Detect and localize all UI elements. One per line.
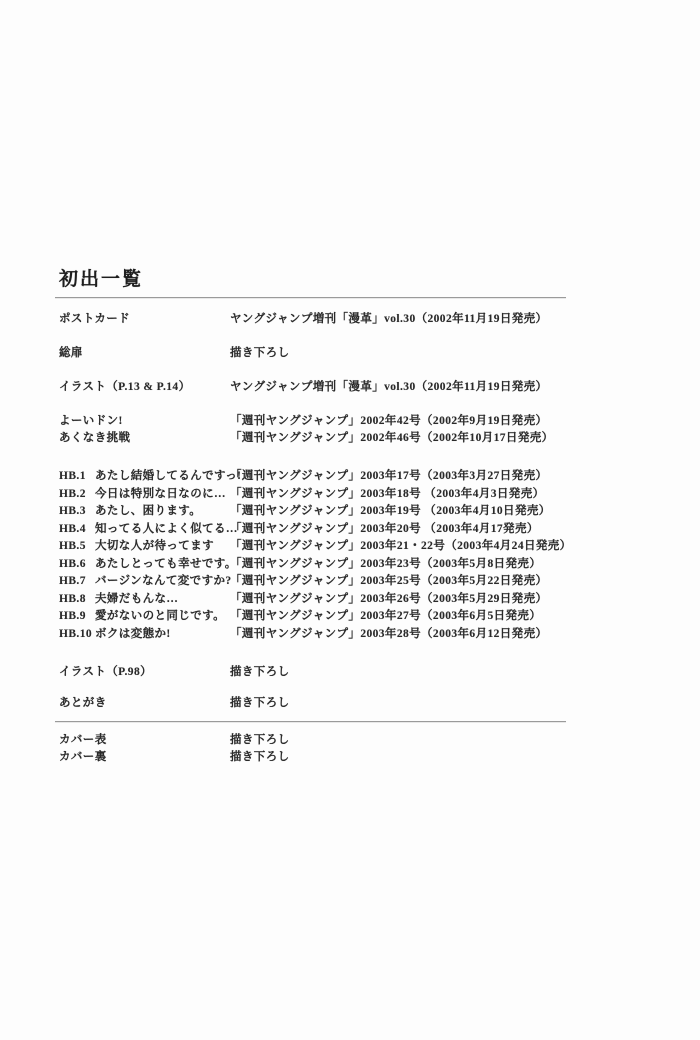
publication-detail: 「週刊ヤングジャンプ」2002年46号（2002年10月17日発売） [230,432,554,444]
chapter-row [59,469,547,484]
chapter-row [59,487,545,502]
publication-detail: ヤングジャンプ増刊「漫革」vol.30（2002年11月19日発売） [230,313,548,325]
publication-detail: 「週刊ヤングジャンプ」2003年27号（2003年6月5日発売） [230,610,542,622]
work-label: カバー裏 [59,751,107,763]
chapter-title: 大切な人が待ってます [95,540,214,552]
publication-detail: 描き下ろし [230,751,290,763]
list-item [59,380,547,395]
work-label: あくなき挑戦 [59,432,131,444]
publication-detail: 「週刊ヤングジャンプ」2003年23号（2003年5月8日発売） [230,558,542,570]
work-label: カバー表 [59,734,107,746]
chapter-number: HB.10 [59,628,92,640]
chapter-row [59,504,551,519]
publication-detail: 「週刊ヤングジャンプ」2003年25号（2003年5月22日発売） [230,575,548,587]
chapter-title: 知ってる人によく似てる… [95,523,238,535]
chapter-row [59,592,547,607]
divider-bottom [55,721,566,722]
chapter-row [59,557,541,572]
publication-detail: 描き下ろし [230,666,290,678]
chapter-title: あたし結婚してるんですっ! [95,470,242,482]
publication-detail: 「週刊ヤングジャンプ」2003年20号 （2003年4月17発売） [230,523,539,535]
chapter-row [59,627,547,642]
publication-detail: 「週刊ヤングジャンプ」2003年28号（2003年6月12日発売） [230,628,548,640]
chapter-number: HB.1 [59,470,86,482]
chapter-title: 夫婦だもんな… [95,593,179,605]
list-item [59,733,290,748]
work-label: 総扉 [59,347,83,359]
chapter-row [59,539,572,554]
chapter-title: あたし、困ります。 [95,505,202,517]
work-label: イラスト（P.98） [59,666,152,678]
list-item [59,312,547,327]
chapter-title: ボクは変態か! [95,628,171,640]
publication-detail: 描き下ろし [230,347,290,359]
chapter-number: HB.8 [59,593,86,605]
publication-detail: 描き下ろし [230,697,290,709]
list-item [59,750,290,765]
chapter-title: バージンなんて変ですか? [95,575,232,587]
list-item [59,346,290,361]
chapter-number: HB.2 [59,488,86,500]
chapter-number: HB.3 [59,505,86,517]
publication-detail: 「週刊ヤングジャンプ」2003年17号（2003年3月27日発売） [230,470,548,482]
publication-detail: 「週刊ヤングジャンプ」2003年21・22号（2003年4月24日発売） [230,540,572,552]
work-label: よーいドン! [59,415,123,427]
publication-detail: ヤングジャンプ増刊「漫革」vol.30（2002年11月19日発売） [230,381,548,393]
chapter-row [59,522,539,537]
list-item [59,665,290,680]
chapter-number: HB.6 [59,558,86,570]
chapter-number: HB.9 [59,610,86,622]
list-item [59,431,554,446]
chapter-title: あたしとっても幸せです。 [95,558,237,570]
work-label: ポストカード [59,313,131,325]
chapter-number: HB.5 [59,540,86,552]
publication-detail: 「週刊ヤングジャンプ」2003年26号（2003年5月29日発売） [230,593,548,605]
publication-detail: 「週刊ヤングジャンプ」2003年18号 （2003年4月3日発売） [230,488,545,500]
publication-detail: 「週刊ヤングジャンプ」2003年19号 （2003年4月10日発売） [230,505,551,517]
chapter-title: 今日は特別な日なのに… [95,488,226,500]
list-item [59,414,547,429]
divider-top [55,297,566,298]
chapter-title: 愛がないのと同じです。 [95,610,225,622]
chapter-number: HB.7 [59,575,86,587]
work-label: あとがき [59,697,107,709]
chapter-row [59,574,547,589]
publication-detail: 「週刊ヤングジャンプ」2002年42号（2002年9月19日発売） [230,415,548,427]
chapter-number: HB.4 [59,523,86,535]
work-label: イラスト（P.13 & P.14） [59,381,191,393]
publication-detail: 描き下ろし [230,734,290,746]
chapter-row [59,609,541,624]
page-title: 初出一覧 [59,269,144,290]
list-item [59,696,290,711]
